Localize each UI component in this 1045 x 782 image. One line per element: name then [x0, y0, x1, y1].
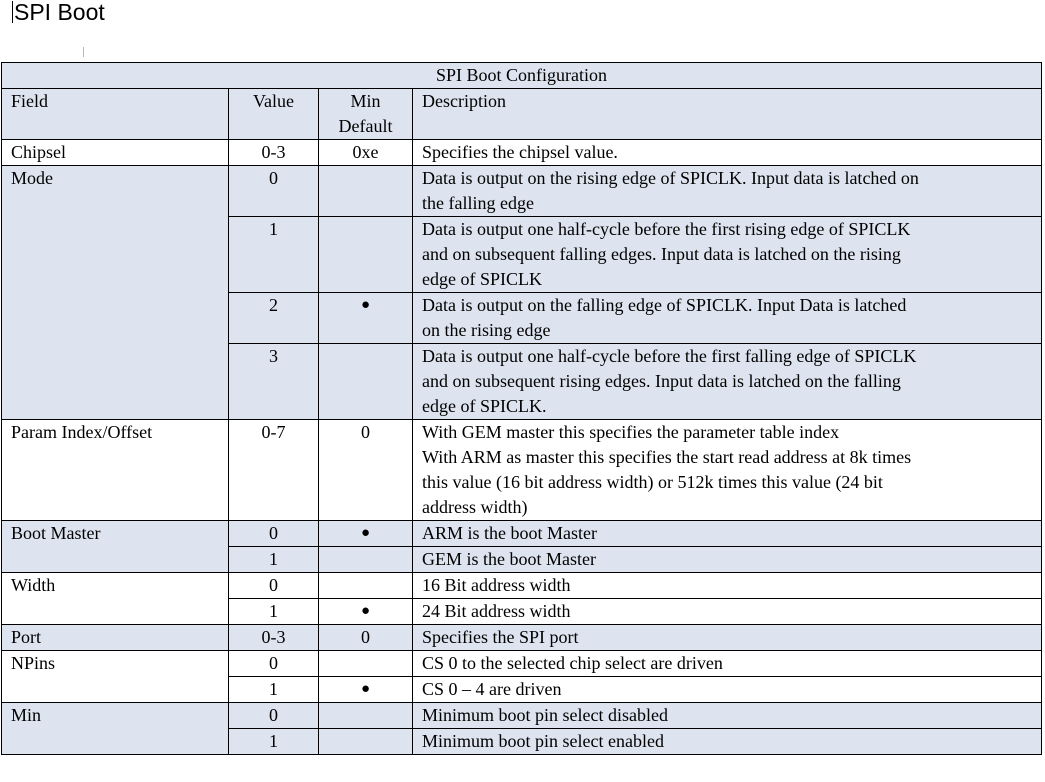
header-field: Field: [2, 89, 229, 140]
cell-field: Chipsel: [2, 140, 229, 166]
cell-value: 3: [229, 344, 319, 420]
cell-description: Data is output one half-cycle before the first rising edge of SPICLK and on subsequent falling edges. Input data is latched on the rising edge of SPICLK: [413, 217, 1042, 293]
header-min-line: Min: [350, 91, 381, 111]
cell-field: Min: [2, 703, 229, 755]
default-bullet-icon: ●: [319, 599, 413, 625]
text-cursor: [12, 1, 13, 23]
cell-description: With GEM master this specifies the parameter table index With ARM as master this specifies the start read address at 8k times this value (16 bit address width) or 512k times this value (24 bit address width): [413, 420, 1042, 521]
cell-min-default: [319, 344, 413, 420]
cell-value: 0: [229, 573, 319, 599]
default-bullet-icon: ●: [319, 677, 413, 703]
header-value: Value: [229, 89, 319, 140]
cell-value: 0-3: [229, 625, 319, 651]
cell-description: CS 0 – 4 are driven: [413, 677, 1042, 703]
cell-value: 1: [229, 677, 319, 703]
cell-min-default: 0xe: [319, 140, 413, 166]
cell-description: Data is output on the rising edge of SPICLK. Input data is latched on the falling edge: [413, 166, 1042, 217]
cell-min-default: [319, 166, 413, 217]
cell-min-default: 0: [319, 625, 413, 651]
table-row: [2, 651, 1042, 677]
page-heading-text: SPI Boot: [14, 0, 105, 25]
cell-min-default: [319, 651, 413, 677]
cell-value: 1: [229, 547, 319, 573]
cell-description: GEM is the boot Master: [413, 547, 1042, 573]
table-row: [2, 166, 1042, 217]
cell-min-default: [319, 217, 413, 293]
cell-field: Boot Master: [2, 521, 229, 573]
table-row: [2, 625, 1042, 651]
table-row: [2, 573, 1042, 599]
header-default-line: Default: [338, 116, 393, 136]
cell-value: 0: [229, 521, 319, 547]
cell-field: Width: [2, 573, 229, 625]
table-header-row: [2, 89, 1042, 140]
cell-description: Minimum boot pin select disabled: [413, 703, 1042, 729]
cell-min-default: 0: [319, 420, 413, 521]
divider-mark: [83, 47, 84, 57]
cell-value: 0: [229, 166, 319, 217]
cell-description: Data is output on the falling edge of SPICLK. Input Data is latched on the rising edge: [413, 293, 1042, 344]
cell-value: 0: [229, 651, 319, 677]
cell-min-default: [319, 703, 413, 729]
cell-description: 16 Bit address width: [413, 573, 1042, 599]
cell-value: 0: [229, 703, 319, 729]
cell-value: 1: [229, 599, 319, 625]
table-row: [2, 420, 1042, 521]
spi-boot-config-table: [1, 62, 1042, 755]
cell-value: 0-3: [229, 140, 319, 166]
cell-value: 0-7: [229, 420, 319, 521]
cell-value: 2: [229, 293, 319, 344]
cell-description: ARM is the boot Master: [413, 521, 1042, 547]
table-row: [2, 521, 1042, 547]
cell-value: 1: [229, 217, 319, 293]
cell-description: Data is output one half-cycle before the first falling edge of SPICLK and on subsequent rising edges. Input data is latched on the falling edge of SPICLK.: [413, 344, 1042, 420]
table-title-row: [2, 63, 1042, 89]
page-heading: [12, 0, 105, 26]
cell-description: Specifies the SPI port: [413, 625, 1042, 651]
cell-field: Param Index/Offset: [2, 420, 229, 521]
table-row: [2, 703, 1042, 729]
table-title: SPI Boot Configuration: [2, 63, 1042, 89]
cell-value: 1: [229, 729, 319, 755]
default-bullet-icon: ●: [319, 521, 413, 547]
cell-description: Minimum boot pin select enabled: [413, 729, 1042, 755]
cell-description: CS 0 to the selected chip select are driven: [413, 651, 1042, 677]
cell-field: Mode: [2, 166, 229, 420]
cell-description: Specifies the chipsel value.: [413, 140, 1042, 166]
default-bullet-icon: ●: [319, 293, 413, 344]
cell-min-default: [319, 547, 413, 573]
cell-field: Port: [2, 625, 229, 651]
cell-field: NPins: [2, 651, 229, 703]
cell-min-default: [319, 729, 413, 755]
table-row: [2, 140, 1042, 166]
header-min-default: [319, 89, 413, 140]
header-description: Description: [413, 89, 1042, 140]
cell-description: 24 Bit address width: [413, 599, 1042, 625]
cell-min-default: [319, 573, 413, 599]
